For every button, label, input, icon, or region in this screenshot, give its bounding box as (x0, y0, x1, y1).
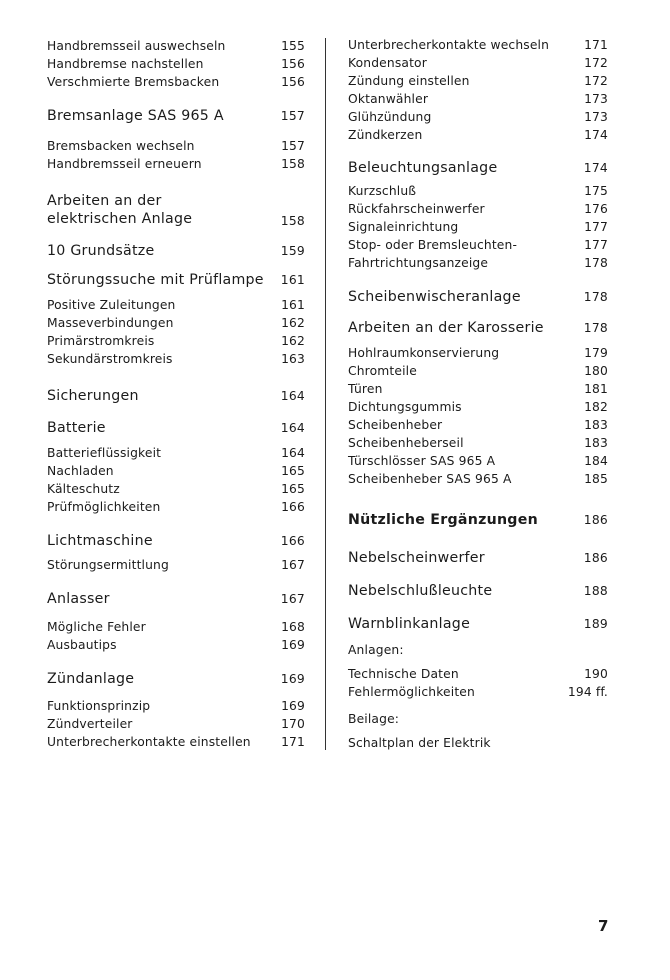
toc-entry-title: Hohlraumkonservierung (348, 346, 500, 360)
toc-entry (348, 685, 608, 699)
toc-entry (348, 56, 608, 70)
toc-entry-page: 171 (281, 735, 305, 749)
toc-entry-title: Türschlösser SAS 965 A (348, 454, 496, 468)
toc-entry-page: 190 (584, 667, 608, 681)
toc-entry-title: Schaltplan der Elektrik (348, 736, 491, 750)
toc-heading-page: 186 (583, 513, 608, 527)
toc-entry (47, 39, 305, 53)
toc-entry-page: 172 (584, 74, 608, 88)
toc-entry (348, 202, 608, 216)
toc-section-heading (47, 388, 305, 404)
toc-entry-title: Scheibenheber (348, 418, 443, 432)
toc-heading-page: 158 (280, 214, 305, 228)
toc-entry-title: Fahrtrichtungsanzeige (348, 256, 489, 270)
toc-entry-page: 167 (281, 558, 305, 572)
toc-heading-page: 178 (583, 290, 608, 304)
toc-section-heading (348, 320, 608, 336)
toc-entry-title: Unterbrecherkontakte wechseln (348, 38, 550, 52)
toc-entry (47, 620, 305, 634)
toc-heading-title: Störungssuche mit Prüflampe (47, 272, 264, 288)
toc-entry (348, 667, 608, 681)
toc-entry-title: Primärstromkreis (47, 334, 155, 348)
toc-section-heading (348, 512, 608, 528)
toc-entry (47, 446, 305, 460)
toc-appendix-title: Anlagen: (348, 643, 404, 657)
toc-entry-page: 174 (584, 128, 608, 142)
toc-entry (47, 638, 305, 652)
toc-entry-page: 170 (281, 717, 305, 731)
toc-appendix-label (348, 643, 608, 657)
toc-entry (47, 352, 305, 366)
toc-heading-page: 186 (583, 551, 608, 565)
toc-heading-title: Nebelscheinwerfer (348, 550, 485, 566)
toc-entry (47, 735, 305, 749)
toc-section-heading (348, 289, 608, 305)
toc-heading-title: Lichtmaschine (47, 533, 153, 549)
toc-entry (47, 699, 305, 713)
toc-entry-page: 164 (281, 446, 305, 460)
toc-entry-page: 180 (584, 364, 608, 378)
toc-section-heading (348, 160, 608, 176)
toc-entry-page: 184 (584, 454, 608, 468)
toc-entry (47, 139, 305, 153)
toc-entry (47, 717, 305, 731)
toc-entry (348, 472, 608, 486)
toc-entry-page: 194 ff. (567, 685, 608, 699)
toc-entry-page: 155 (281, 39, 305, 53)
toc-entry-page: 173 (584, 92, 608, 106)
toc-entry-title: Kondensator (348, 56, 427, 70)
toc-entry-title: Funktionsprinzip (47, 699, 151, 713)
toc-heading-page: 164 (280, 389, 305, 403)
toc-entry (348, 382, 608, 396)
toc-entry-title: Handbremse nachstellen (47, 57, 204, 71)
toc-entry-page: 178 (584, 256, 608, 270)
toc-entry (348, 38, 608, 52)
toc-entry-title: Stop- oder Bremsleuchten- (348, 238, 518, 252)
toc-entry (348, 364, 608, 378)
toc-entry-title: Scheibenheber SAS 965 A (348, 472, 512, 486)
toc-entry-title: Rückfahrscheinwerfer (348, 202, 485, 216)
toc-entry-title: Masseverbindungen (47, 316, 174, 330)
toc-section-heading (47, 272, 305, 288)
toc-entry (47, 157, 305, 171)
toc-heading-title: Anlasser (47, 591, 110, 607)
toc-entry-title: Fehlermöglichkeiten (348, 685, 475, 699)
toc-entry (348, 400, 608, 414)
toc-entry (348, 128, 608, 142)
toc-heading-title: Nebelschlußleuchte (348, 583, 493, 599)
toc-entry-title: Handbremsseil auswechseln (47, 39, 226, 53)
toc-heading-title: Arbeiten an der elektrischen Anlage (47, 193, 193, 227)
toc-heading-page: 161 (280, 273, 305, 287)
toc-entry (348, 184, 608, 198)
toc-entry-title: Chromteile (348, 364, 417, 378)
toc-appendix-label (348, 712, 608, 726)
toc-entry-page: 169 (281, 638, 305, 652)
toc-entry-page: 181 (584, 382, 608, 396)
toc-heading-page: 166 (280, 534, 305, 548)
toc-heading-page: 157 (280, 109, 305, 123)
toc-heading-title: Batterie (47, 420, 106, 436)
toc-entry (348, 436, 608, 450)
toc-entry-title: Dichtungsgummis (348, 400, 462, 414)
toc-entry-page: 185 (584, 472, 608, 486)
toc-entry-title: Verschmierte Bremsbacken (47, 75, 220, 89)
column-divider (325, 38, 326, 750)
toc-entry (348, 256, 608, 270)
toc-entry-page: 173 (584, 110, 608, 124)
toc-entry-title: Störungsermittlung (47, 558, 169, 572)
toc-heading-title: Zündanlage (47, 671, 135, 687)
toc-entry-page: 156 (281, 57, 305, 71)
toc-heading-page: 174 (583, 161, 608, 175)
toc-entry-page: 169 (281, 699, 305, 713)
toc-entry-title: Bremsbacken wechseln (47, 139, 195, 153)
toc-entry-page: 166 (281, 500, 305, 514)
toc-entry (348, 346, 608, 360)
toc-entry (47, 75, 305, 89)
toc-entry (47, 298, 305, 312)
toc-entry-title: Nachladen (47, 464, 114, 478)
toc-section-heading (47, 591, 305, 607)
toc-entry-page: 183 (584, 436, 608, 450)
toc-heading-title: Warnblinkanlage (348, 616, 471, 632)
toc-entry-page: 158 (281, 157, 305, 171)
toc-entry (47, 57, 305, 71)
toc-entry-page: 171 (584, 38, 608, 52)
toc-heading-title: 10 Grundsätze (47, 243, 155, 259)
toc-entry-title: Scheibenheberseil (348, 436, 464, 450)
toc-entry-title: Prüfmöglichkeiten (47, 500, 161, 514)
toc-heading-page: 189 (583, 617, 608, 631)
toc-entry-title: Zündverteiler (47, 717, 133, 731)
toc-entry-title: Signaleinrichtung (348, 220, 459, 234)
toc-entry (348, 92, 608, 106)
toc-entry-page: 156 (281, 75, 305, 89)
toc-entry-title: Batterieflüssigkeit (47, 446, 162, 460)
toc-heading-title: Bremsanlage SAS 965 A (47, 108, 224, 124)
toc-heading-title: Scheibenwischeranlage (348, 289, 521, 305)
toc-section-heading (47, 192, 305, 228)
toc-entry-title: Zündung einstellen (348, 74, 470, 88)
toc-section-heading (348, 616, 608, 632)
toc-entry-page: 162 (281, 334, 305, 348)
toc-entry (348, 220, 608, 234)
toc-entry-title: Glühzündung (348, 110, 432, 124)
toc-entry-page: 163 (281, 352, 305, 366)
toc-entry-title: Technische Daten (348, 667, 459, 681)
toc-heading-page: 178 (583, 321, 608, 335)
toc-entry (348, 238, 608, 252)
toc-entry-page: 168 (281, 620, 305, 634)
toc-entry-page: 176 (584, 202, 608, 216)
toc-entry-page: 157 (281, 139, 305, 153)
toc-section-heading (47, 243, 305, 259)
toc-entry-page: 172 (584, 56, 608, 70)
toc-heading-title: Nützliche Ergänzungen (348, 512, 538, 528)
toc-section-heading (47, 420, 305, 436)
toc-heading-title: Beleuchtungsanlage (348, 160, 498, 176)
toc-entry-title: Ausbautips (47, 638, 117, 652)
toc-entry (348, 454, 608, 468)
toc-entry-title: Kurzschluß (348, 184, 417, 198)
toc-heading-title: Arbeiten an der Karosserie (348, 320, 544, 336)
toc-heading-title: Sicherungen (47, 388, 139, 404)
toc-section-heading (47, 671, 305, 687)
toc-entry-title: Sekundärstromkreis (47, 352, 173, 366)
toc-entry-page: 183 (584, 418, 608, 432)
toc-entry-page: 165 (281, 482, 305, 496)
toc-entry (47, 558, 305, 572)
toc-entry (47, 316, 305, 330)
toc-entry-title: Türen (348, 382, 383, 396)
toc-entry-page: 177 (584, 220, 608, 234)
toc-entry-page: 161 (281, 298, 305, 312)
toc-entry (47, 482, 305, 496)
toc-entry (47, 500, 305, 514)
toc-heading-page: 159 (280, 244, 305, 258)
toc-entry-title: Kälteschutz (47, 482, 120, 496)
toc-heading-page: 164 (280, 421, 305, 435)
toc-section-heading (47, 108, 305, 124)
toc-entry (348, 418, 608, 432)
toc-entry (348, 74, 608, 88)
toc-entry-title: Oktanwähler (348, 92, 429, 106)
toc-entry-title: Positive Zuleitungen (47, 298, 176, 312)
toc-heading-page: 188 (583, 584, 608, 598)
toc-entry-page: 175 (584, 184, 608, 198)
toc-entry-title: Mögliche Fehler (47, 620, 146, 634)
toc-entry (47, 334, 305, 348)
toc-entry-page: 182 (584, 400, 608, 414)
toc-section-heading (348, 583, 608, 599)
toc-entry-page: 177 (584, 238, 608, 252)
toc-entry (348, 110, 608, 124)
toc-entry-page: 179 (584, 346, 608, 360)
toc-entry-page: 165 (281, 464, 305, 478)
toc-entry-title: Handbremsseil erneuern (47, 157, 202, 171)
toc-heading-page: 169 (280, 672, 305, 686)
toc-entry (348, 736, 608, 750)
toc-entry-page: 162 (281, 316, 305, 330)
toc-entry-title: Unterbrecherkontakte einstellen (47, 735, 251, 749)
toc-appendix-title: Beilage: (348, 712, 400, 726)
toc-section-heading (348, 550, 608, 566)
toc-section-heading (47, 533, 305, 549)
toc-entry-title: Zündkerzen (348, 128, 423, 142)
toc-heading-page: 167 (280, 592, 305, 606)
page-number: 7 (598, 917, 609, 935)
toc-entry (47, 464, 305, 478)
